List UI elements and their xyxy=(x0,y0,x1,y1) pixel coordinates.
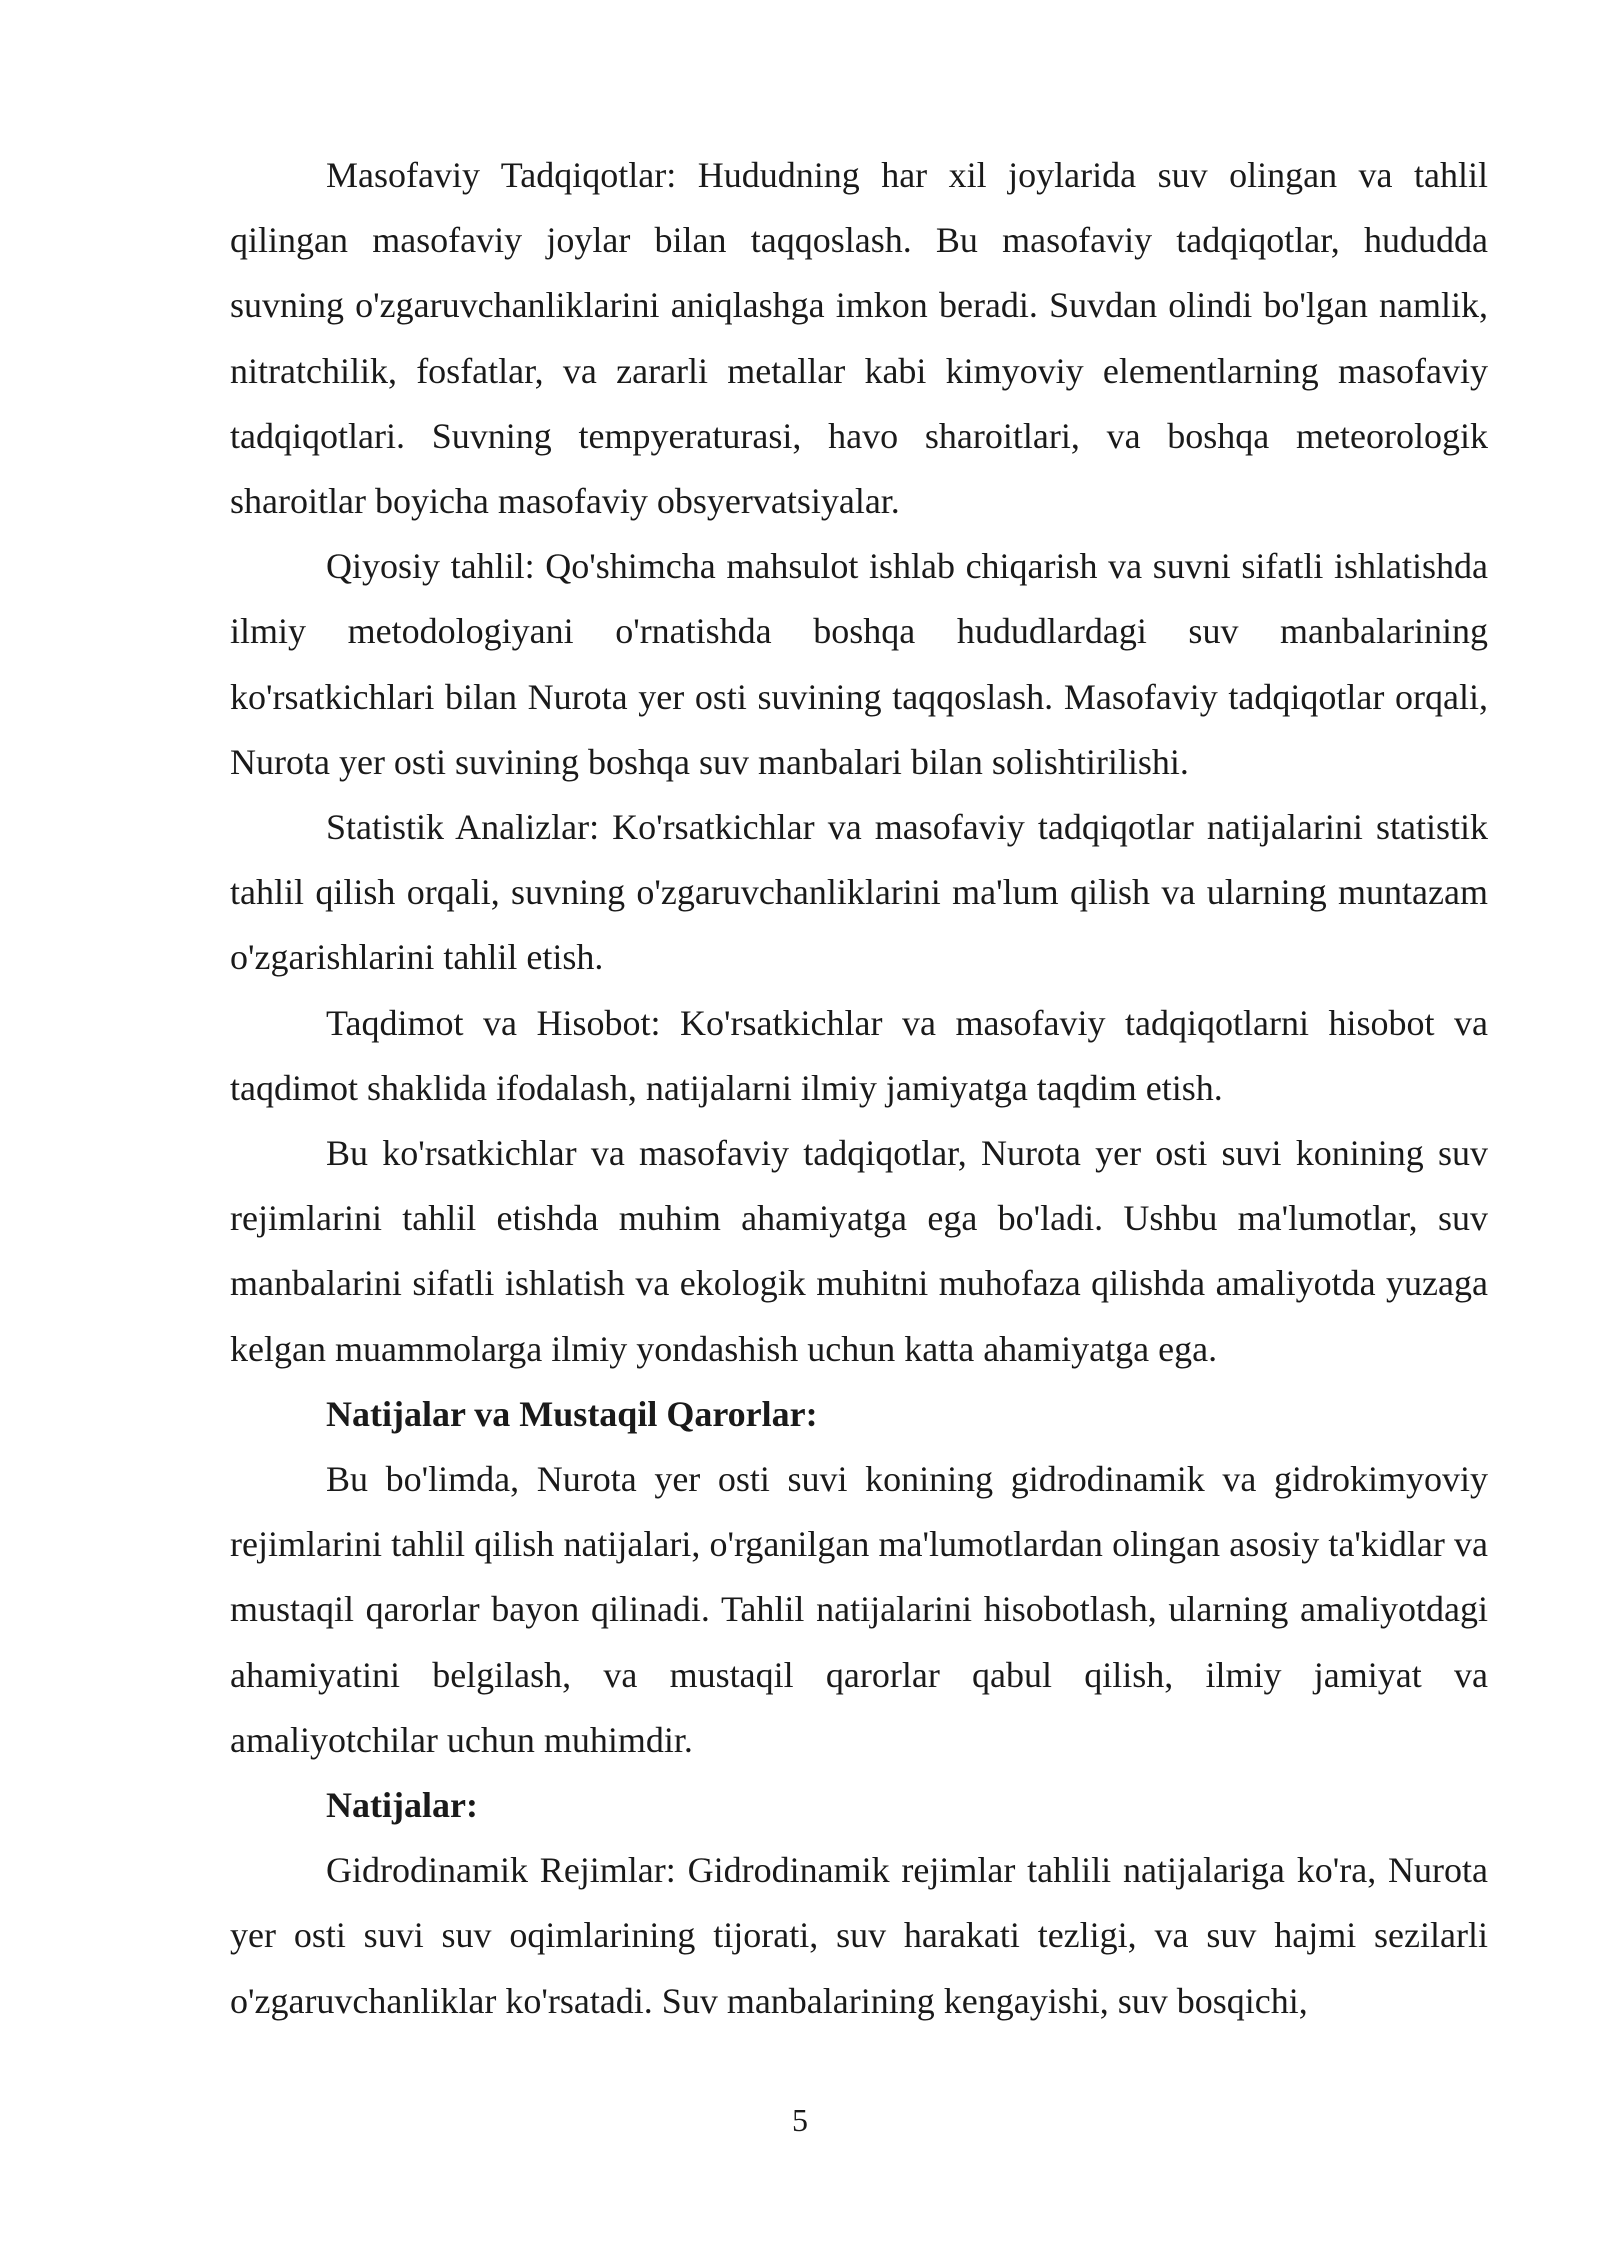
document-body xyxy=(230,143,1488,2034)
paragraph-section-intro: Bu bo'limda, Nurota yer osti suvi konining gidrodinamik va gidrokimyoviy rejimlarini tahlil qilish natijalari, o'rganilgan ma'lumotlardan olingan asosiy ta'kidlar va mustaqil qarorlar bayon qilinadi. Tahlil natijalarini hisobotlash, ularning amaliyotdagi ahamiyatini belgilash, va mustaqil qarorlar qabul qilish, ilmiy jamiyat va amaliyotchilar uchun muhimdir. xyxy=(230,1459,1488,1760)
paragraph-taqdimot-va-hisobot: Taqdimot va Hisobot: Ko'rsatkichlar va masofaviy tadqiqotlarni hisobot va taqdimot shaklida ifodalash, natijalarni ilmiy jamiyatga taqdim etish. xyxy=(230,1002,1488,1108)
paragraph-masofaviy-tadqiqotlar: Masofaviy Tadqiqotlar: Hududning har xil joylarida suv olingan va tahlil qilingan masofaviy joylar bilan taqqoslash. Bu masofaviy tadqiqotlar, hududda suvning o'zgaruvchanliklarini aniqlashga imkon beradi. Suvdan olindi bo'lgan namlik, nitratchilik, fosfatlar, va zararli metallar kabi kimyoviy elementlarning masofaviy tadqiqotlari. Suvning tempyeraturasi, havo sharoitlari, va boshqa meteorologik sharoitlar boyicha masofaviy obsyervatsiyalar. xyxy=(230,155,1488,522)
paragraph-gidrodinamik-rejimlar: Gidrodinamik Rejimlar: Gidrodinamik rejimlar tahlili natijalariga ko'ra, Nurota yer osti suvi suv oqimlarining tijorati, suv harakati tezligi, va suv hajmi sezilarli o'zgaruvchanliklar ko'rsatadi. Suv manbalarining kengayishi, suv bosqichi, xyxy=(230,1850,1488,2021)
section-heading-natijalar-va-mustaqil-qarorlar: Natijalar va Mustaqil Qarorlar: xyxy=(326,1393,818,1434)
paragraph-summary: Bu ko'rsatkichlar va masofaviy tadqiqotlar, Nurota yer osti suvi konining suv rejimlarini tahlil etishda muhim ahamiyatga ega bo'ladi. Ushbu ma'lumotlar, suv manbalarini sifatli ishlatish va ekologik muhitni muhofaza qilishda amaliyotda yuzaga kelgan muammolarga ilmiy yondashish uchun katta ahamiyatga ega. xyxy=(230,1133,1488,1369)
paragraph-statistik-analizlar: Statistik Analizlar: Ko'rsatkichlar va masofaviy tadqiqotlar natijalarini statistik tahlil qilish orqali, suvning o'zgaruvchanliklarini ma'lum qilish va ularning muntazam o'zgarishlarini tahlil etish. xyxy=(230,807,1488,978)
paragraph-qiyosiy-tahlil: Qiyosiy tahlil: Qo'shimcha mahsulot ishlab chiqarish va suvni sifatli ishlatishda ilmiy metodologiyani o'rnatishda boshqa hududlardagi suv manbalarining ko'rsatkichlari bilan Nurota yer osti suvining taqqoslash. Masofaviy tadqiqotlar orqali, Nurota yer osti suvining boshqa suv manbalari bilan solishtirilishi. xyxy=(230,546,1488,782)
page-number: 5 xyxy=(792,2102,808,2138)
section-heading-natijalar: Natijalar: xyxy=(326,1785,478,1826)
